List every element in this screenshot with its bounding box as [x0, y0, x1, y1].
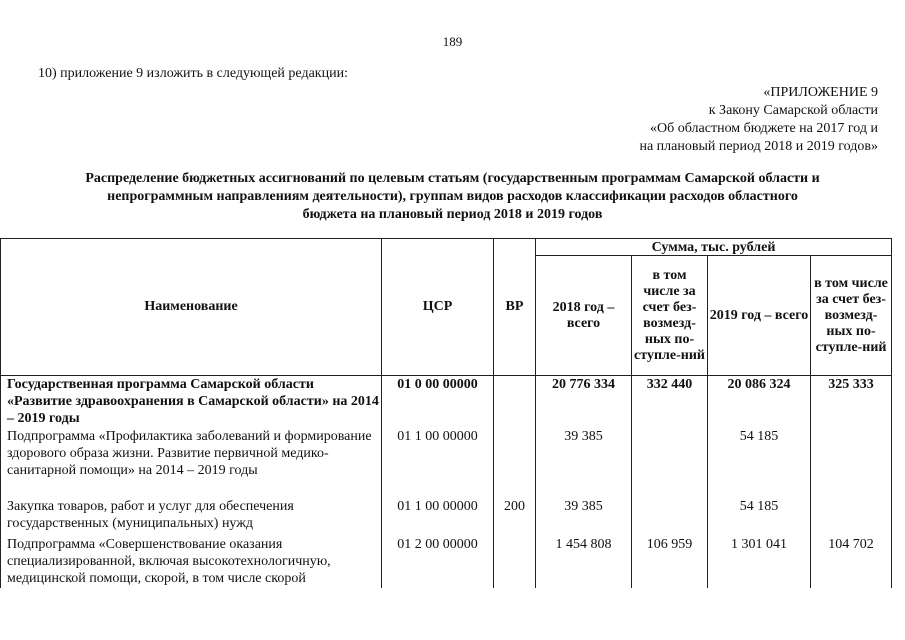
header-2019-total: 2019 год – всего [708, 256, 811, 376]
appendix-line-2: к Закону Самарской области [708, 103, 878, 118]
budget-table [0, 238, 892, 588]
header-vr: ВР [494, 239, 536, 376]
header-name: Наименование [1, 239, 382, 376]
appendix-line-1: «ПРИЛОЖЕНИЕ 9 [763, 85, 878, 100]
row-name: Подпрограмма «Профилактика заболеваний и формирование здорового образа жизни. Развитие первичной медико-санитарной помощи» на 2014 – 2019 годы [1, 428, 382, 498]
row-2018-total: 20 776 334 [536, 376, 632, 428]
row-vr [494, 428, 536, 498]
appendix-line-3: «Об областном бюджете на 2017 год и [650, 121, 878, 136]
row-2019-total: 54 185 [708, 428, 811, 498]
appendix-line-4: на плановый период 2018 и 2019 годов» [639, 139, 878, 154]
row-name: Подпрограмма «Совершенствование оказания специализированной, включая высокотехнологичную, медицинской помощи, скорой, в том числе скорой [1, 536, 382, 588]
row-csr: 01 1 00 00000 [382, 428, 494, 498]
row-2019-free: 104 702 [811, 536, 892, 588]
intro-text: 10) приложение 9 изложить в следующей редакции: [38, 66, 348, 81]
header-2019-free: в том числе за счет без-возмезд-ных по-ступле-ний [811, 256, 892, 376]
row-csr: 01 1 00 00000 [382, 498, 494, 536]
row-2018-total: 39 385 [536, 428, 632, 498]
title-line-1: Распределение бюджетных ассигнований по целевым статьям (государственным программам Самарской области и [85, 171, 820, 186]
title-line-3: бюджета на плановый период 2018 и 2019 годов [302, 207, 603, 222]
row-csr: 01 0 00 00000 [382, 376, 494, 428]
document-title [20, 170, 885, 224]
row-2019-total: 20 086 324 [708, 376, 811, 428]
row-2018-free [632, 498, 708, 536]
row-2019-free [811, 428, 892, 498]
row-2019-total: 1 301 041 [708, 536, 811, 588]
row-name: Закупка товаров, работ и услуг для обеспечения государственных (муниципальных) нужд [1, 498, 382, 536]
header-csr: ЦСР [382, 239, 494, 376]
header-sum: Сумма, тыс. рублей [536, 239, 892, 256]
row-vr: 200 [494, 498, 536, 536]
row-name: Государственная программа Самарской области «Развитие здравоохранения в Самарской области» на 2014 – 2019 годы [1, 376, 382, 428]
row-vr [494, 536, 536, 588]
row-2018-total: 1 454 808 [536, 536, 632, 588]
table-row [1, 428, 892, 498]
row-2019-free: 325 333 [811, 376, 892, 428]
header-2018-total: 2018 год – всего [536, 256, 632, 376]
row-2018-free: 106 959 [632, 536, 708, 588]
header-2018-free: в том числе за счет без-возмезд-ных по-ступле-ний [632, 256, 708, 376]
row-csr: 01 2 00 00000 [382, 536, 494, 588]
appendix-header [560, 84, 878, 156]
row-2018-free: 332 440 [632, 376, 708, 428]
table-row [1, 498, 892, 536]
row-2019-free [811, 498, 892, 536]
table-row [1, 536, 892, 588]
page-number: 189 [442, 34, 463, 49]
row-2018-free [632, 428, 708, 498]
row-2019-total: 54 185 [708, 498, 811, 536]
table-row [1, 376, 892, 428]
row-vr [494, 376, 536, 428]
row-2018-total: 39 385 [536, 498, 632, 536]
title-line-2: непрограммным направлениям деятельности), группам видов расходов классификации расходов областного [107, 189, 798, 204]
